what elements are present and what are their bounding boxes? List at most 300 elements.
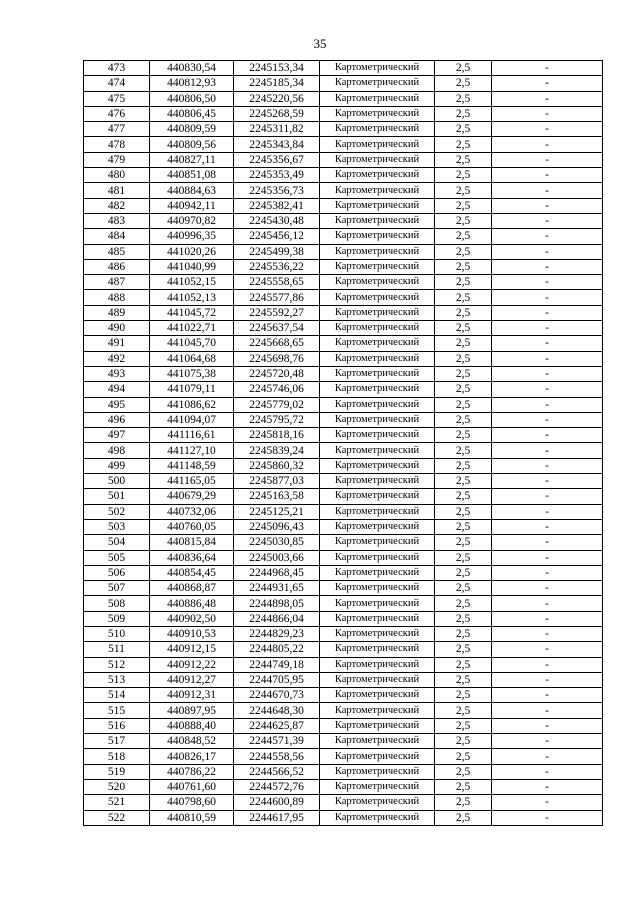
method-cell: Картометрический: [320, 275, 435, 290]
point-number-cell: 481: [84, 183, 150, 198]
table-row: [84, 672, 603, 687]
table-row: [84, 351, 603, 366]
accuracy-cell: 2,5: [435, 581, 492, 596]
description-cell: -: [492, 718, 603, 733]
point-number-cell: 499: [84, 458, 150, 473]
accuracy-cell: 2,5: [435, 183, 492, 198]
y-coordinate-cell: 2245353,49: [234, 168, 320, 183]
description-cell: -: [492, 795, 603, 810]
point-number-cell: 501: [84, 489, 150, 504]
accuracy-cell: 2,5: [435, 626, 492, 641]
accuracy-cell: 2,5: [435, 305, 492, 320]
method-cell: Картометрический: [320, 213, 435, 228]
description-cell: -: [492, 106, 603, 121]
accuracy-cell: 2,5: [435, 168, 492, 183]
method-cell: Картометрический: [320, 229, 435, 244]
table-row: [84, 382, 603, 397]
method-cell: Картометрический: [320, 137, 435, 152]
table-row: [84, 779, 603, 794]
table-row: [84, 642, 603, 657]
table-row: [84, 168, 603, 183]
accuracy-cell: 2,5: [435, 382, 492, 397]
y-coordinate-cell: 2245720,48: [234, 366, 320, 381]
table-row: [84, 137, 603, 152]
y-coordinate-cell: 2244600,89: [234, 795, 320, 810]
method-cell: Картометрический: [320, 382, 435, 397]
accuracy-cell: 2,5: [435, 61, 492, 76]
method-cell: Картометрический: [320, 152, 435, 167]
point-number-cell: 517: [84, 734, 150, 749]
table-row: [84, 443, 603, 458]
x-coordinate-cell: 441040,99: [150, 259, 234, 274]
y-coordinate-cell: 2245839,24: [234, 443, 320, 458]
x-coordinate-cell: 440760,05: [150, 519, 234, 534]
description-cell: -: [492, 305, 603, 320]
table-row: [84, 703, 603, 718]
table-row: [84, 397, 603, 412]
x-coordinate-cell: 440970,82: [150, 213, 234, 228]
point-number-cell: 491: [84, 336, 150, 351]
point-number-cell: 519: [84, 764, 150, 779]
description-cell: -: [492, 412, 603, 427]
x-coordinate-cell: 440679,29: [150, 489, 234, 504]
x-coordinate-cell: 440806,50: [150, 91, 234, 106]
accuracy-cell: 2,5: [435, 336, 492, 351]
x-coordinate-cell: 440868,87: [150, 581, 234, 596]
x-coordinate-cell: 441086,62: [150, 397, 234, 412]
y-coordinate-cell: 2245311,82: [234, 122, 320, 137]
accuracy-cell: 2,5: [435, 213, 492, 228]
y-coordinate-cell: 2245860,32: [234, 458, 320, 473]
x-coordinate-cell: 440854,45: [150, 565, 234, 580]
method-cell: Картометрический: [320, 489, 435, 504]
x-coordinate-cell: 440786,22: [150, 764, 234, 779]
accuracy-cell: 2,5: [435, 397, 492, 412]
method-cell: Картометрический: [320, 168, 435, 183]
accuracy-cell: 2,5: [435, 198, 492, 213]
point-number-cell: 497: [84, 428, 150, 443]
point-number-cell: 492: [84, 351, 150, 366]
table-row: [84, 657, 603, 672]
x-coordinate-cell: 440836,64: [150, 550, 234, 565]
method-cell: Картометрический: [320, 611, 435, 626]
description-cell: -: [492, 290, 603, 305]
x-coordinate-cell: 441052,15: [150, 275, 234, 290]
accuracy-cell: 2,5: [435, 795, 492, 810]
accuracy-cell: 2,5: [435, 474, 492, 489]
x-coordinate-cell: 440848,52: [150, 734, 234, 749]
table-row: [84, 734, 603, 749]
accuracy-cell: 2,5: [435, 565, 492, 580]
description-cell: -: [492, 489, 603, 504]
point-number-cell: 502: [84, 504, 150, 519]
table-row: [84, 229, 603, 244]
accuracy-cell: 2,5: [435, 458, 492, 473]
x-coordinate-cell: 441127,10: [150, 443, 234, 458]
y-coordinate-cell: 2245343,84: [234, 137, 320, 152]
x-coordinate-cell: 441020,26: [150, 244, 234, 259]
y-coordinate-cell: 2245356,67: [234, 152, 320, 167]
x-coordinate-cell: 440912,15: [150, 642, 234, 657]
point-number-cell: 513: [84, 672, 150, 687]
description-cell: -: [492, 749, 603, 764]
y-coordinate-cell: 2245185,34: [234, 76, 320, 91]
point-number-cell: 498: [84, 443, 150, 458]
y-coordinate-cell: 2245163,58: [234, 489, 320, 504]
accuracy-cell: 2,5: [435, 290, 492, 305]
accuracy-cell: 2,5: [435, 519, 492, 534]
accuracy-cell: 2,5: [435, 76, 492, 91]
y-coordinate-cell: 2245818,16: [234, 428, 320, 443]
table-row: [84, 474, 603, 489]
description-cell: -: [492, 458, 603, 473]
description-cell: -: [492, 443, 603, 458]
method-cell: Картометрический: [320, 596, 435, 611]
point-number-cell: 515: [84, 703, 150, 718]
x-coordinate-cell: 441148,59: [150, 458, 234, 473]
method-cell: Картометрический: [320, 397, 435, 412]
table-row: [84, 581, 603, 596]
description-cell: -: [492, 152, 603, 167]
x-coordinate-cell: 440812,93: [150, 76, 234, 91]
point-number-cell: 479: [84, 152, 150, 167]
x-coordinate-cell: 441022,71: [150, 321, 234, 336]
table-row: [84, 213, 603, 228]
x-coordinate-cell: 440810,59: [150, 810, 234, 825]
accuracy-cell: 2,5: [435, 321, 492, 336]
y-coordinate-cell: 2245030,85: [234, 535, 320, 550]
description-cell: -: [492, 259, 603, 274]
description-cell: -: [492, 321, 603, 336]
point-number-cell: 478: [84, 137, 150, 152]
accuracy-cell: 2,5: [435, 642, 492, 657]
point-number-cell: 474: [84, 76, 150, 91]
y-coordinate-cell: 2244670,73: [234, 688, 320, 703]
accuracy-cell: 2,5: [435, 152, 492, 167]
point-number-cell: 473: [84, 61, 150, 76]
description-cell: -: [492, 779, 603, 794]
table-row: [84, 489, 603, 504]
point-number-cell: 510: [84, 626, 150, 641]
table-row: [84, 535, 603, 550]
point-number-cell: 511: [84, 642, 150, 657]
table-row: [84, 76, 603, 91]
description-cell: -: [492, 703, 603, 718]
method-cell: Картометрический: [320, 550, 435, 565]
x-coordinate-cell: 440996,35: [150, 229, 234, 244]
x-coordinate-cell: 441094,07: [150, 412, 234, 427]
table-body: [84, 61, 603, 826]
method-cell: Картометрический: [320, 581, 435, 596]
y-coordinate-cell: 2245592,27: [234, 305, 320, 320]
table-row: [84, 244, 603, 259]
method-cell: Картометрический: [320, 764, 435, 779]
table-row: [84, 504, 603, 519]
y-coordinate-cell: 2245356,73: [234, 183, 320, 198]
x-coordinate-cell: 441045,72: [150, 305, 234, 320]
accuracy-cell: 2,5: [435, 443, 492, 458]
accuracy-cell: 2,5: [435, 703, 492, 718]
method-cell: Картометрический: [320, 458, 435, 473]
point-number-cell: 521: [84, 795, 150, 810]
y-coordinate-cell: 2245220,56: [234, 91, 320, 106]
accuracy-cell: 2,5: [435, 749, 492, 764]
accuracy-cell: 2,5: [435, 535, 492, 550]
y-coordinate-cell: 2245382,41: [234, 198, 320, 213]
method-cell: Картометрический: [320, 122, 435, 137]
method-cell: Картометрический: [320, 504, 435, 519]
table-row: [84, 718, 603, 733]
y-coordinate-cell: 2245096,43: [234, 519, 320, 534]
method-cell: Картометрический: [320, 657, 435, 672]
point-number-cell: 509: [84, 611, 150, 626]
description-cell: -: [492, 275, 603, 290]
table-row: [84, 550, 603, 565]
accuracy-cell: 2,5: [435, 657, 492, 672]
method-cell: Картометрический: [320, 519, 435, 534]
x-coordinate-cell: 440912,22: [150, 657, 234, 672]
method-cell: Картометрический: [320, 535, 435, 550]
point-number-cell: 488: [84, 290, 150, 305]
x-coordinate-cell: 441052,13: [150, 290, 234, 305]
table-row: [84, 764, 603, 779]
accuracy-cell: 2,5: [435, 718, 492, 733]
description-cell: -: [492, 504, 603, 519]
x-coordinate-cell: 440884,63: [150, 183, 234, 198]
accuracy-cell: 2,5: [435, 137, 492, 152]
y-coordinate-cell: 2244805,22: [234, 642, 320, 657]
point-number-cell: 505: [84, 550, 150, 565]
method-cell: Картометрический: [320, 749, 435, 764]
method-cell: Картометрический: [320, 565, 435, 580]
table-row: [84, 91, 603, 106]
description-cell: -: [492, 611, 603, 626]
point-number-cell: 495: [84, 397, 150, 412]
method-cell: Картометрический: [320, 779, 435, 794]
description-cell: -: [492, 382, 603, 397]
x-coordinate-cell: 440902,50: [150, 611, 234, 626]
point-number-cell: 484: [84, 229, 150, 244]
description-cell: -: [492, 688, 603, 703]
y-coordinate-cell: 2244572,76: [234, 779, 320, 794]
description-cell: -: [492, 137, 603, 152]
x-coordinate-cell: 440809,56: [150, 137, 234, 152]
description-cell: -: [492, 550, 603, 565]
accuracy-cell: 2,5: [435, 428, 492, 443]
accuracy-cell: 2,5: [435, 366, 492, 381]
x-coordinate-cell: 440851,08: [150, 168, 234, 183]
description-cell: -: [492, 244, 603, 259]
accuracy-cell: 2,5: [435, 810, 492, 825]
point-number-cell: 489: [84, 305, 150, 320]
table-row: [84, 183, 603, 198]
y-coordinate-cell: 2244617,95: [234, 810, 320, 825]
method-cell: Картометрический: [320, 626, 435, 641]
table-row: [84, 688, 603, 703]
x-coordinate-cell: 440732,06: [150, 504, 234, 519]
method-cell: Картометрический: [320, 259, 435, 274]
table-row: [84, 275, 603, 290]
table-row: [84, 565, 603, 580]
accuracy-cell: 2,5: [435, 764, 492, 779]
y-coordinate-cell: 2244705,95: [234, 672, 320, 687]
point-number-cell: 480: [84, 168, 150, 183]
description-cell: -: [492, 519, 603, 534]
x-coordinate-cell: 440826,17: [150, 749, 234, 764]
method-cell: Картометрический: [320, 351, 435, 366]
x-coordinate-cell: 441045,70: [150, 336, 234, 351]
x-coordinate-cell: 440827,11: [150, 152, 234, 167]
accuracy-cell: 2,5: [435, 229, 492, 244]
method-cell: Картометрический: [320, 810, 435, 825]
y-coordinate-cell: 2244648,30: [234, 703, 320, 718]
description-cell: -: [492, 76, 603, 91]
method-cell: Картометрический: [320, 91, 435, 106]
description-cell: -: [492, 229, 603, 244]
description-cell: -: [492, 474, 603, 489]
x-coordinate-cell: 440815,84: [150, 535, 234, 550]
accuracy-cell: 2,5: [435, 259, 492, 274]
description-cell: -: [492, 91, 603, 106]
accuracy-cell: 2,5: [435, 779, 492, 794]
x-coordinate-cell: 441079,11: [150, 382, 234, 397]
accuracy-cell: 2,5: [435, 734, 492, 749]
table-row: [84, 152, 603, 167]
accuracy-cell: 2,5: [435, 596, 492, 611]
table-row: [84, 611, 603, 626]
method-cell: Картометрический: [320, 474, 435, 489]
accuracy-cell: 2,5: [435, 91, 492, 106]
description-cell: -: [492, 626, 603, 641]
point-number-cell: 483: [84, 213, 150, 228]
table-row: [84, 305, 603, 320]
y-coordinate-cell: 2245153,34: [234, 61, 320, 76]
point-number-cell: 514: [84, 688, 150, 703]
y-coordinate-cell: 2245499,38: [234, 244, 320, 259]
point-number-cell: 493: [84, 366, 150, 381]
table-row: [84, 412, 603, 427]
y-coordinate-cell: 2245125,21: [234, 504, 320, 519]
point-number-cell: 500: [84, 474, 150, 489]
y-coordinate-cell: 2245268,59: [234, 106, 320, 121]
y-coordinate-cell: 2245746,06: [234, 382, 320, 397]
method-cell: Картометрический: [320, 305, 435, 320]
table-row: [84, 198, 603, 213]
accuracy-cell: 2,5: [435, 550, 492, 565]
y-coordinate-cell: 2245779,02: [234, 397, 320, 412]
table-row: [84, 122, 603, 137]
y-coordinate-cell: 2245877,03: [234, 474, 320, 489]
y-coordinate-cell: 2244829,23: [234, 626, 320, 641]
table-row: [84, 290, 603, 305]
method-cell: Картометрический: [320, 76, 435, 91]
table-row: [84, 458, 603, 473]
y-coordinate-cell: 2245577,86: [234, 290, 320, 305]
point-number-cell: 490: [84, 321, 150, 336]
accuracy-cell: 2,5: [435, 244, 492, 259]
y-coordinate-cell: 2245668,65: [234, 336, 320, 351]
x-coordinate-cell: 440806,45: [150, 106, 234, 121]
point-number-cell: 507: [84, 581, 150, 596]
x-coordinate-cell: 440910,53: [150, 626, 234, 641]
x-coordinate-cell: 440761,60: [150, 779, 234, 794]
table-row: [84, 810, 603, 825]
x-coordinate-cell: 441064,68: [150, 351, 234, 366]
point-number-cell: 475: [84, 91, 150, 106]
y-coordinate-cell: 2245456,12: [234, 229, 320, 244]
x-coordinate-cell: 441116,61: [150, 428, 234, 443]
method-cell: Картометрический: [320, 688, 435, 703]
method-cell: Картометрический: [320, 290, 435, 305]
y-coordinate-cell: 2244931,65: [234, 581, 320, 596]
description-cell: -: [492, 198, 603, 213]
description-cell: -: [492, 657, 603, 672]
y-coordinate-cell: 2245795,72: [234, 412, 320, 427]
method-cell: Картометрический: [320, 428, 435, 443]
description-cell: -: [492, 810, 603, 825]
accuracy-cell: 2,5: [435, 412, 492, 427]
accuracy-cell: 2,5: [435, 106, 492, 121]
method-cell: Картометрический: [320, 336, 435, 351]
description-cell: -: [492, 596, 603, 611]
table-row: [84, 321, 603, 336]
description-cell: -: [492, 642, 603, 657]
point-number-cell: 486: [84, 259, 150, 274]
description-cell: -: [492, 535, 603, 550]
point-number-cell: 503: [84, 519, 150, 534]
y-coordinate-cell: 2245558,65: [234, 275, 320, 290]
point-number-cell: 487: [84, 275, 150, 290]
point-number-cell: 512: [84, 657, 150, 672]
accuracy-cell: 2,5: [435, 489, 492, 504]
point-number-cell: 496: [84, 412, 150, 427]
y-coordinate-cell: 2244968,45: [234, 565, 320, 580]
x-coordinate-cell: 440809,59: [150, 122, 234, 137]
table-row: [84, 596, 603, 611]
point-number-cell: 520: [84, 779, 150, 794]
x-coordinate-cell: 441075,38: [150, 366, 234, 381]
method-cell: Картометрический: [320, 321, 435, 336]
description-cell: -: [492, 336, 603, 351]
table-row: [84, 795, 603, 810]
point-number-cell: 504: [84, 535, 150, 550]
description-cell: -: [492, 764, 603, 779]
description-cell: -: [492, 672, 603, 687]
table-row: [84, 749, 603, 764]
description-cell: -: [492, 428, 603, 443]
point-number-cell: 477: [84, 122, 150, 137]
y-coordinate-cell: 2244625,87: [234, 718, 320, 733]
x-coordinate-cell: 440886,48: [150, 596, 234, 611]
method-cell: Картометрический: [320, 366, 435, 381]
x-coordinate-cell: 440942,11: [150, 198, 234, 213]
method-cell: Картометрический: [320, 795, 435, 810]
accuracy-cell: 2,5: [435, 672, 492, 687]
point-number-cell: 482: [84, 198, 150, 213]
table-row: [84, 61, 603, 76]
point-number-cell: 516: [84, 718, 150, 733]
description-cell: -: [492, 122, 603, 137]
method-cell: Картометрический: [320, 734, 435, 749]
point-number-cell: 518: [84, 749, 150, 764]
method-cell: Картометрический: [320, 61, 435, 76]
method-cell: Картометрический: [320, 443, 435, 458]
x-coordinate-cell: 440830,54: [150, 61, 234, 76]
method-cell: Картометрический: [320, 198, 435, 213]
method-cell: Картометрический: [320, 703, 435, 718]
accuracy-cell: 2,5: [435, 351, 492, 366]
accuracy-cell: 2,5: [435, 275, 492, 290]
